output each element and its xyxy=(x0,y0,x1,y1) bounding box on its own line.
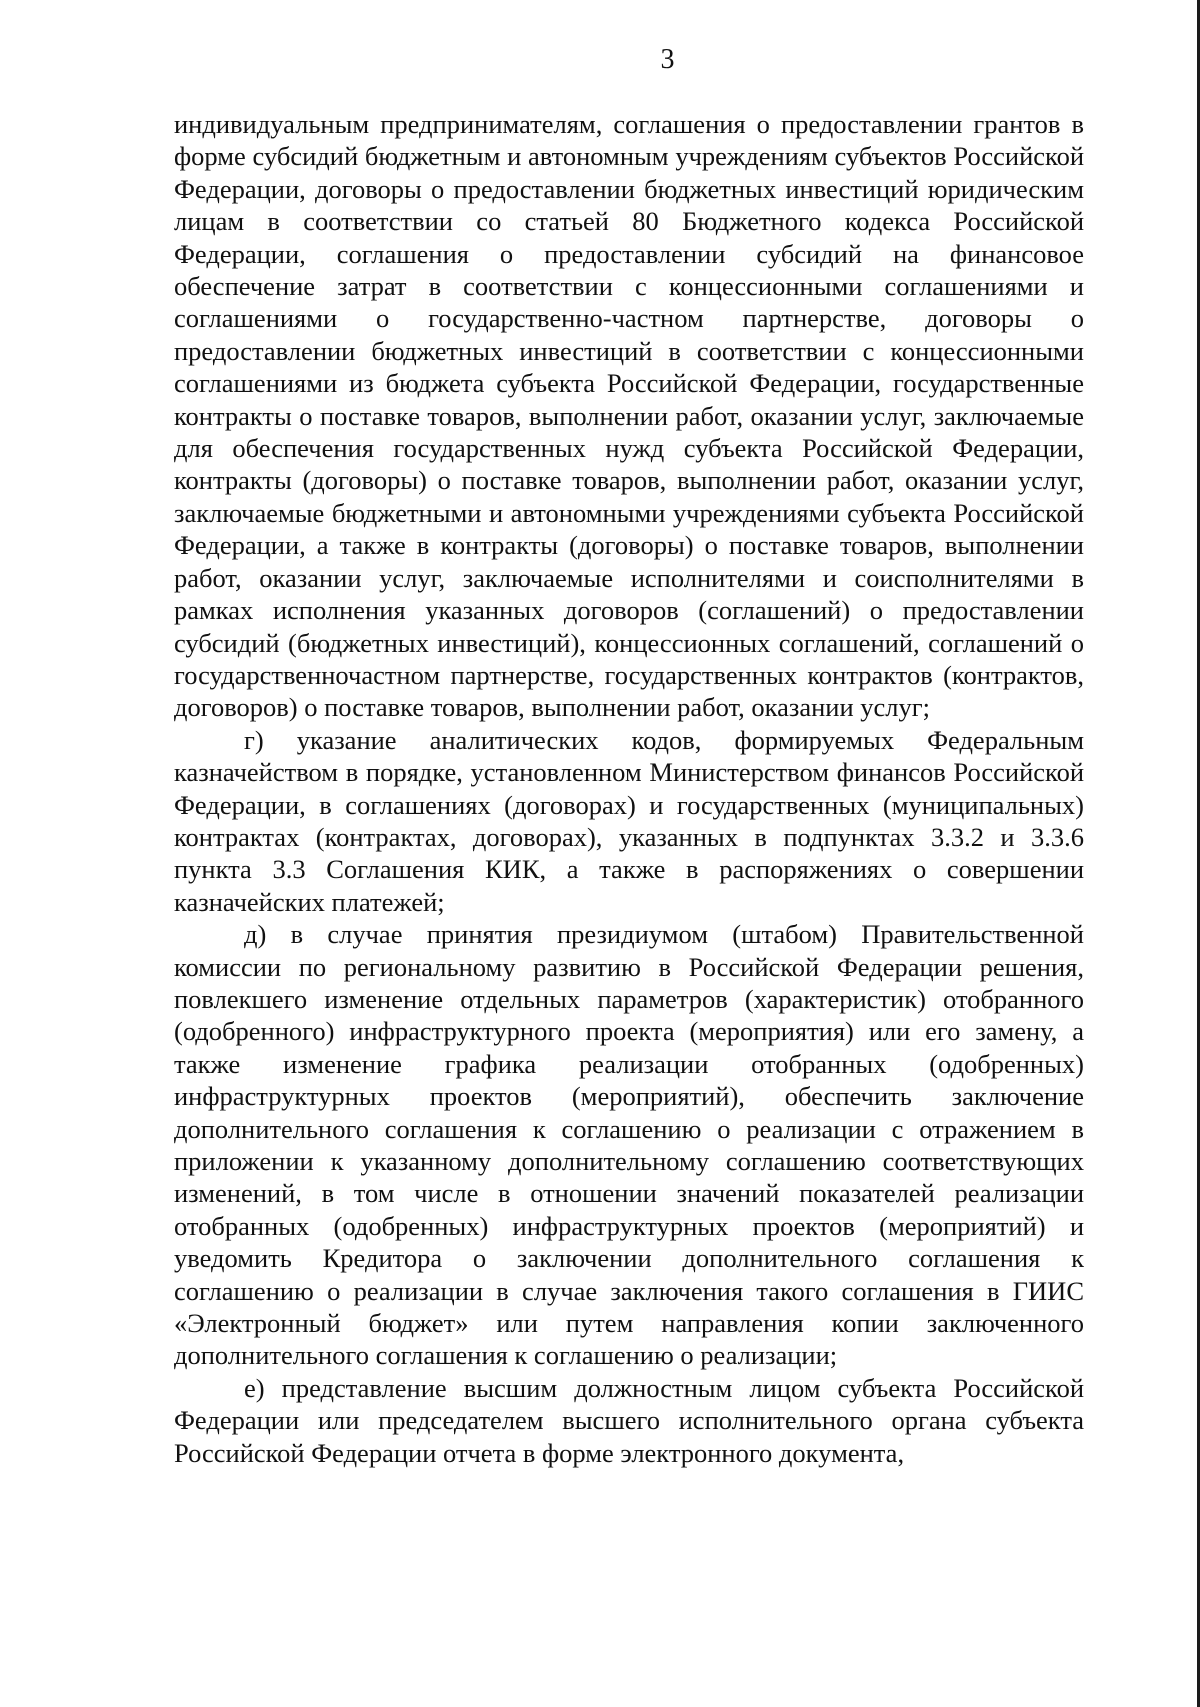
page-number: 3 xyxy=(660,44,675,75)
paragraph-item-g: г) указание аналитических кодов, формируемых Федеральным казначейством в порядке, установленном Министерством финансов Российской Федерации, в соглашениях (договорах) и государственных (муниципальных) контрактах (контрактах, договорах), указанных в подпунктах 3.3.2 и 3.3.6 пункта 3.3 Соглашения КИК, а также в распоряжениях о совершении казначейских платежей; xyxy=(174,724,1084,917)
document-body xyxy=(174,108,1084,1469)
paragraph-continuation: индивидуальным предпринимателям, соглашения о предоставлении грантов в форме субсидий бюджетным и автономным учреждениям субъектов Российской Федерации, договоры о предоставлении бюджетных инвестиций юридическим лицам в соответствии со статьей 80 Бюджетного кодекса Российской Федерации, соглашения о предоставлении субсидий на финансовое обеспечение затрат в соответствии с концессионными соглашениями и соглашениями о государственно-частном партнерстве, договоры о предоставлении бюджетных инвестиций в соответствии с концессионными соглашениями из бюджета субъекта Российской Федерации, государственные контракты о поставке товаров, выполнении работ, оказании услуг, заключаемые для обеспечения государственных нужд субъекта Российской Федерации, контракты (договоры) о поставке товаров, выполнении работ, оказании услуг, заключаемые бюджетными и автономными учреждениями субъекта Российской Федерации, а также в контракты (договоры) о поставке товаров, выполнении работ, оказании услуг, заключаемые исполнителями и соисполнителями в рамках исполнения указанных договоров (соглашений) о предоставлении субсидий (бюджетных инвестиций), концессионных соглашений, соглашений о государственночастном партнерстве, государственных контрактов (контрактов, договоров) о поставке товаров, выполнении работ, оказании услуг; xyxy=(174,109,1084,723)
paragraph-item-d: д) в случае принятия президиумом (штабом) Правительственной комиссии по региональному развитию в Российской Федерации решения, повлекшего изменение отдельных параметров (характеристик) отобранного (одобренного) инфраструктурного проекта (мероприятия) или его замену, а также изменение графика реализации отобранных (одобренных) инфраструктурных проектов (мероприятий), обеспечить заключение дополнительного соглашения к соглашению о реализации с отражением в приложении к указанному дополнительному соглашению соответствующих изменений, в том числе в отношении значений показателей реализации отобранных (одобренных) инфраструктурных проектов (мероприятий) и уведомить Кредитора о заключении дополнительного соглашения к соглашению о реализации в случае заключения такого соглашения в ГИИС «Электронный бюджет» или путем направления копии заключенного дополнительного соглашения к соглашению о реализации; xyxy=(174,919,1084,1371)
paragraph-item-e: е) представление высшим должностным лицом субъекта Российской Федерации или председателем высшего исполнительного органа субъекта Российской Федерации отчета в форме электронного документа, xyxy=(174,1372,1084,1468)
